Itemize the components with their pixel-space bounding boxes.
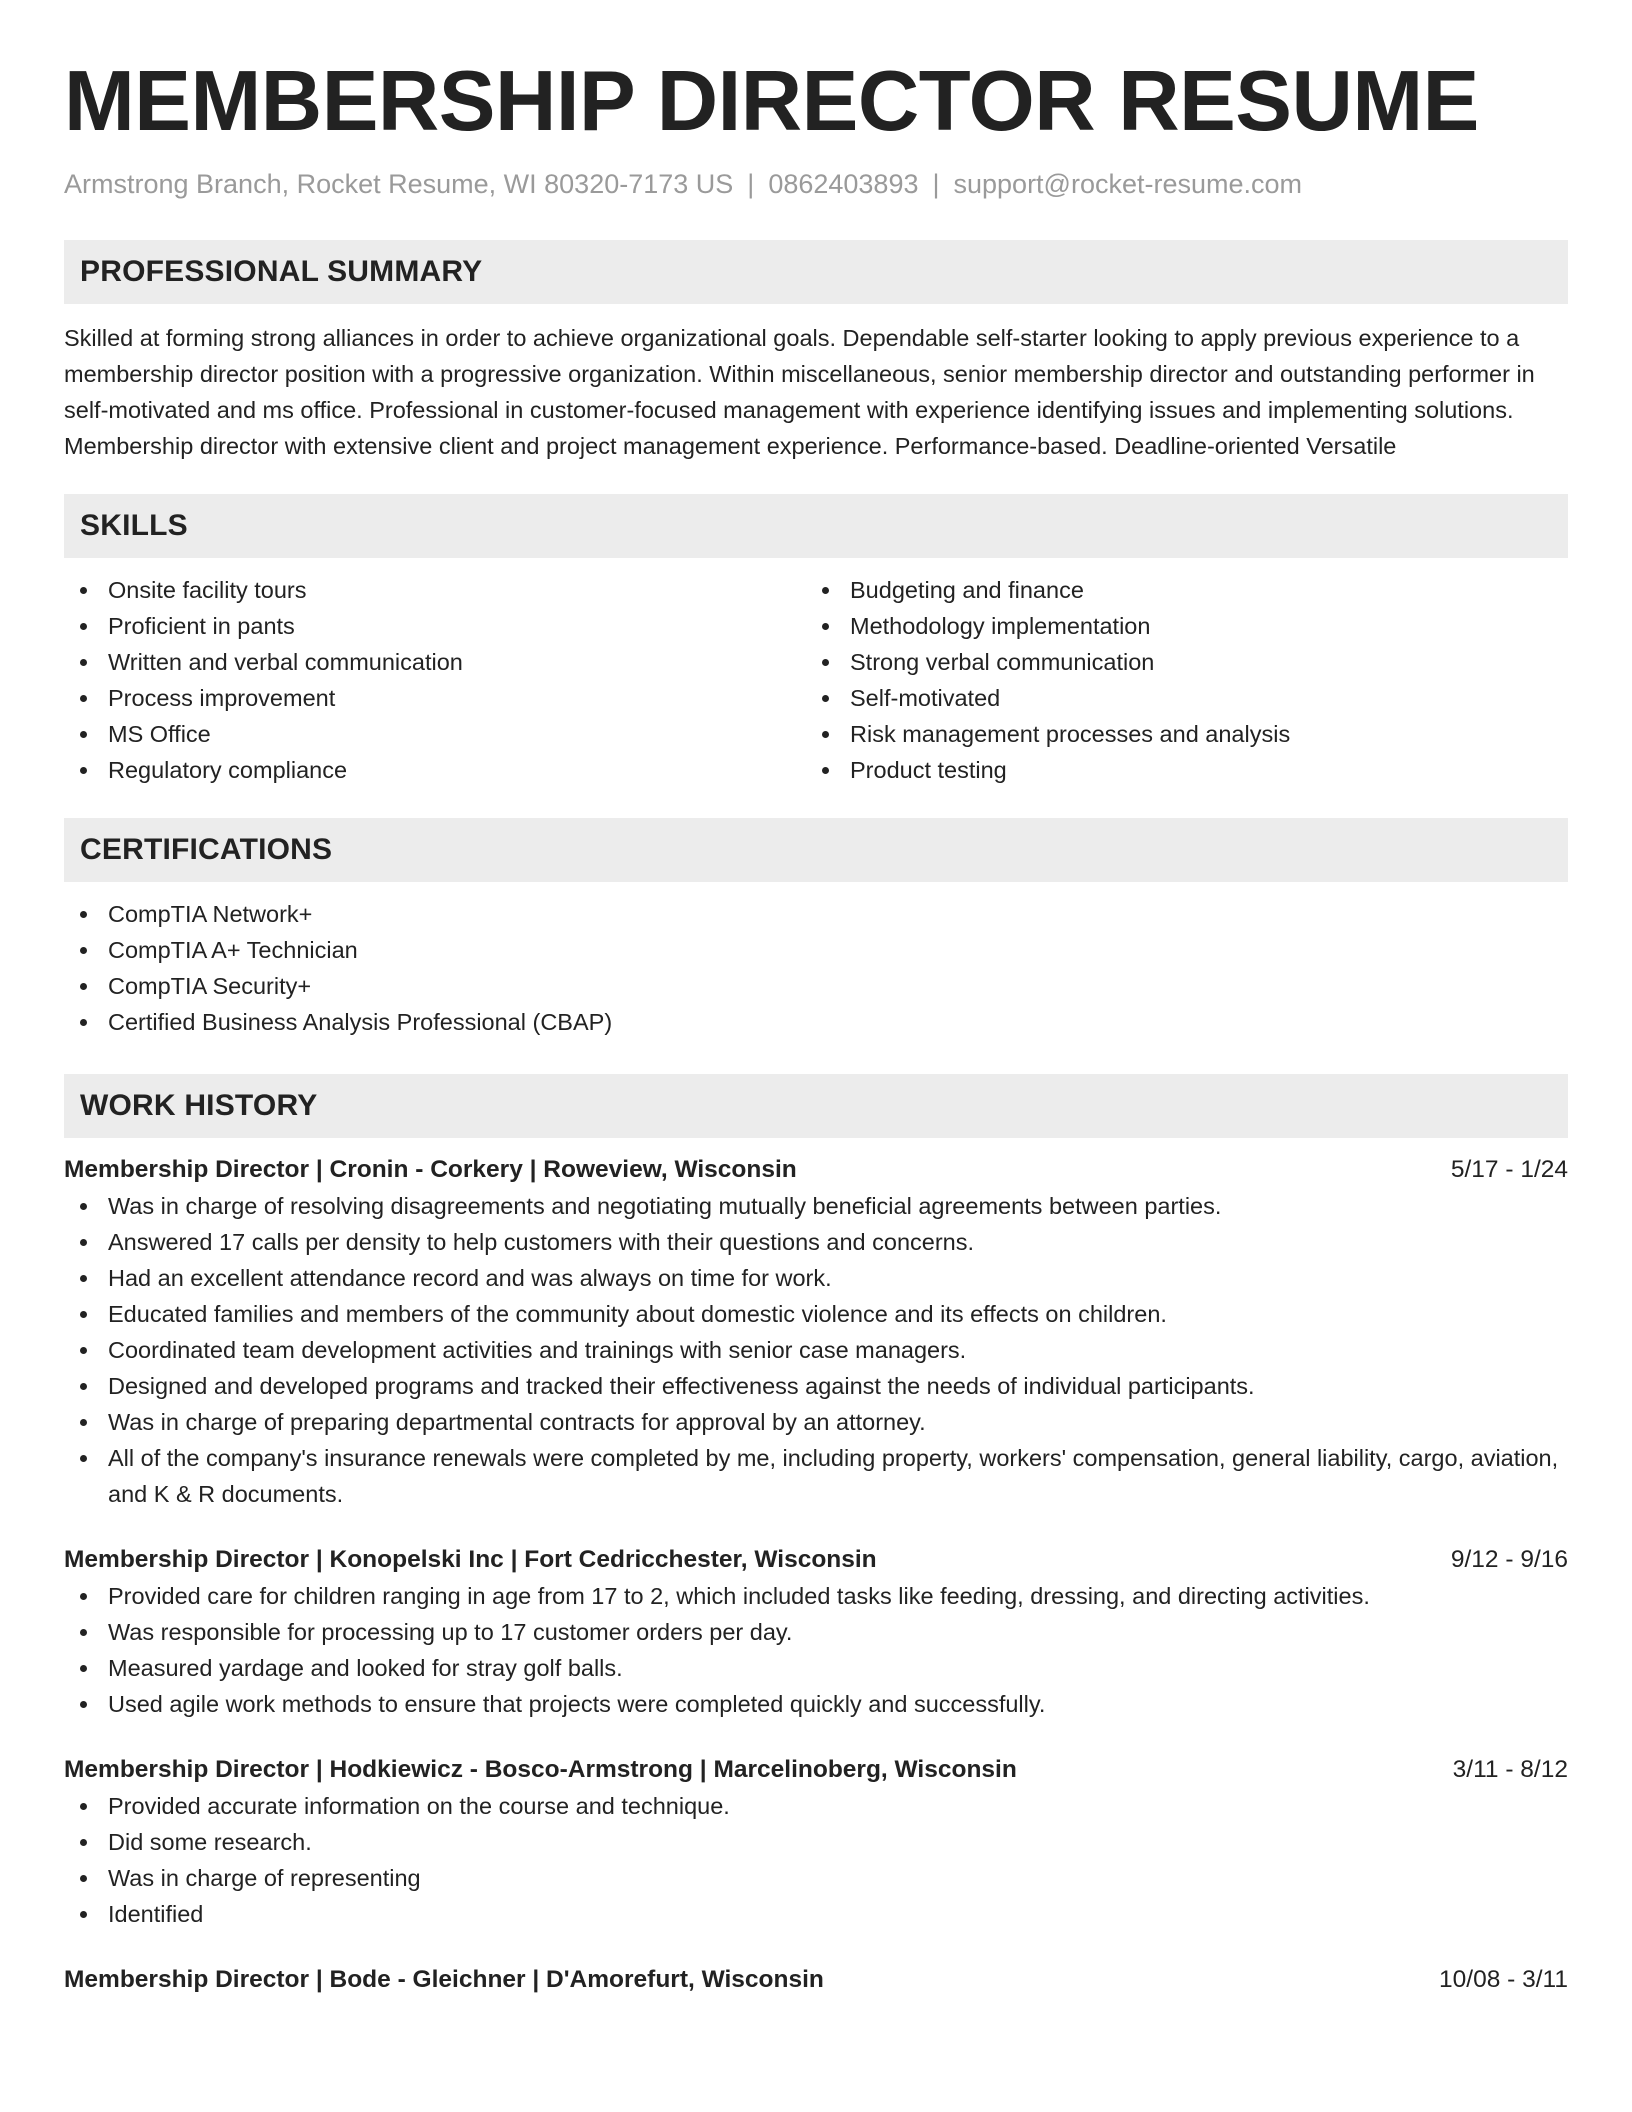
- certification-item: Certified Business Analysis Professional (CBAP): [64, 1004, 1568, 1040]
- resume-title: MEMBERSHIP DIRECTOR RESUME: [64, 54, 1479, 149]
- skill-item: Process improvement: [64, 680, 806, 716]
- job-bullet: Was in charge of representing: [64, 1860, 1568, 1896]
- job-header: [64, 1152, 1568, 1188]
- skill-item: Written and verbal communication: [64, 644, 806, 680]
- contact-separator: |: [932, 169, 940, 199]
- job-bullet: Identified: [64, 1896, 1568, 1932]
- skills-column-right: [806, 572, 1548, 788]
- contact-line: [64, 166, 1568, 202]
- skill-item: Proficient in pants: [64, 608, 806, 644]
- job-title: Membership Director | Cronin - Corkery | Roweview, Wisconsin: [64, 1156, 797, 1183]
- section-header-work-history: WORK HISTORY: [64, 1074, 1568, 1138]
- job-bullet: Used agile work methods to ensure that projects were completed quickly and successfully.: [64, 1686, 1568, 1722]
- job-bullet-list: [64, 1578, 1568, 1722]
- job-bullet: Was responsible for processing up to 17 customer orders per day.: [64, 1614, 1568, 1650]
- job-bullet: Was in charge of resolving disagreements and negotiating mutually beneficial agreements between parties.: [64, 1188, 1568, 1224]
- job-header: [64, 1962, 1568, 1998]
- job-bullet: Provided care for children ranging in age from 17 to 2, which included tasks like feeding, dressing, and directing activities.: [64, 1578, 1568, 1614]
- job-entry: [64, 1152, 1568, 1512]
- section-header-skills: SKILLS: [64, 494, 1568, 558]
- section-header-certifications: CERTIFICATIONS: [64, 818, 1568, 882]
- job-header: [64, 1752, 1568, 1788]
- job-entry: [64, 1962, 1568, 1998]
- certification-item: CompTIA Security+: [64, 968, 1568, 1004]
- skill-item: Product testing: [806, 752, 1548, 788]
- resume-page: [64, 0, 1568, 1998]
- certification-item: CompTIA A+ Technician: [64, 932, 1568, 968]
- job-dates: 5/17 - 1/24: [1450, 1156, 1568, 1183]
- job-dates: 10/08 - 3/11: [1439, 1966, 1568, 1993]
- contact-email[interactable]: support@rocket-resume.com: [953, 169, 1303, 199]
- job-bullet: All of the company's insurance renewals were completed by me, including property, workers' compensation, general liability, cargo, aviation, and K & R documents.: [64, 1440, 1568, 1512]
- contact-separator: |: [747, 169, 755, 199]
- job-bullet-list: [64, 1188, 1568, 1512]
- skill-item: Onsite facility tours: [64, 572, 806, 608]
- job-bullet: Had an excellent attendance record and was always on time for work.: [64, 1260, 1568, 1296]
- certification-item: CompTIA Network+: [64, 896, 1568, 932]
- job-bullet: Was in charge of preparing departmental contracts for approval by an attorney.: [64, 1404, 1568, 1440]
- summary-text: Skilled at forming strong alliances in order to achieve organizational goals. Dependable self-starter looking to apply previous experience to a membership director position with a progressive organization. Within miscellaneous, senior membership director and outstanding performer in self-motivated and ms office. Professional in customer-focused management with experience identifying issues and implementing solutions. Membership director with extensive client and project management experience. Performance-based. Deadline-oriented Versatile: [64, 325, 1535, 459]
- job-bullet: Designed and developed programs and tracked their effectiveness against the needs of individual participants.: [64, 1368, 1568, 1404]
- job-title: Membership Director | Hodkiewicz - Bosco-Armstrong | Marcelinoberg, Wisconsin: [64, 1756, 1017, 1783]
- skills-list-left: [64, 572, 806, 788]
- skill-item: Risk management processes and analysis: [806, 716, 1548, 752]
- skills-grid: [64, 572, 1568, 788]
- job-bullet-list: [64, 1788, 1568, 1932]
- job-bullet: Coordinated team development activities and trainings with senior case managers.: [64, 1332, 1568, 1368]
- skill-item: MS Office: [64, 716, 806, 752]
- job-bullet: Provided accurate information on the course and technique.: [64, 1788, 1568, 1824]
- section-header-summary: PROFESSIONAL SUMMARY: [64, 240, 1568, 304]
- skills-list-right: [806, 572, 1548, 788]
- skill-item: Methodology implementation: [806, 608, 1548, 644]
- skills-column-left: [64, 572, 806, 788]
- skill-item: Strong verbal communication: [806, 644, 1548, 680]
- certifications-list: [64, 896, 1568, 1040]
- job-bullet: Did some research.: [64, 1824, 1568, 1860]
- contact-address: Armstrong Branch, Rocket Resume, WI 80320-7173 US: [64, 169, 734, 199]
- job-title: Membership Director | Konopelski Inc | Fort Cedricchester, Wisconsin: [64, 1546, 877, 1573]
- job-bullet: Educated families and members of the community about domestic violence and its effects on children.: [64, 1296, 1568, 1332]
- job-bullet: Answered 17 calls per density to help customers with their questions and concerns.: [64, 1224, 1568, 1260]
- job-dates: 9/12 - 9/16: [1450, 1546, 1568, 1573]
- job-dates: 3/11 - 8/12: [1452, 1756, 1568, 1783]
- job-title: Membership Director | Bode - Gleichner | D'Amorefurt, Wisconsin: [64, 1966, 824, 1993]
- job-entry: [64, 1752, 1568, 1932]
- skill-item: Regulatory compliance: [64, 752, 806, 788]
- job-bullet: Measured yardage and looked for stray golf balls.: [64, 1650, 1568, 1686]
- contact-phone: 0862403893: [768, 169, 919, 199]
- job-header: [64, 1542, 1568, 1578]
- skill-item: Budgeting and finance: [806, 572, 1548, 608]
- skill-item: Self-motivated: [806, 680, 1548, 716]
- job-entry: [64, 1542, 1568, 1722]
